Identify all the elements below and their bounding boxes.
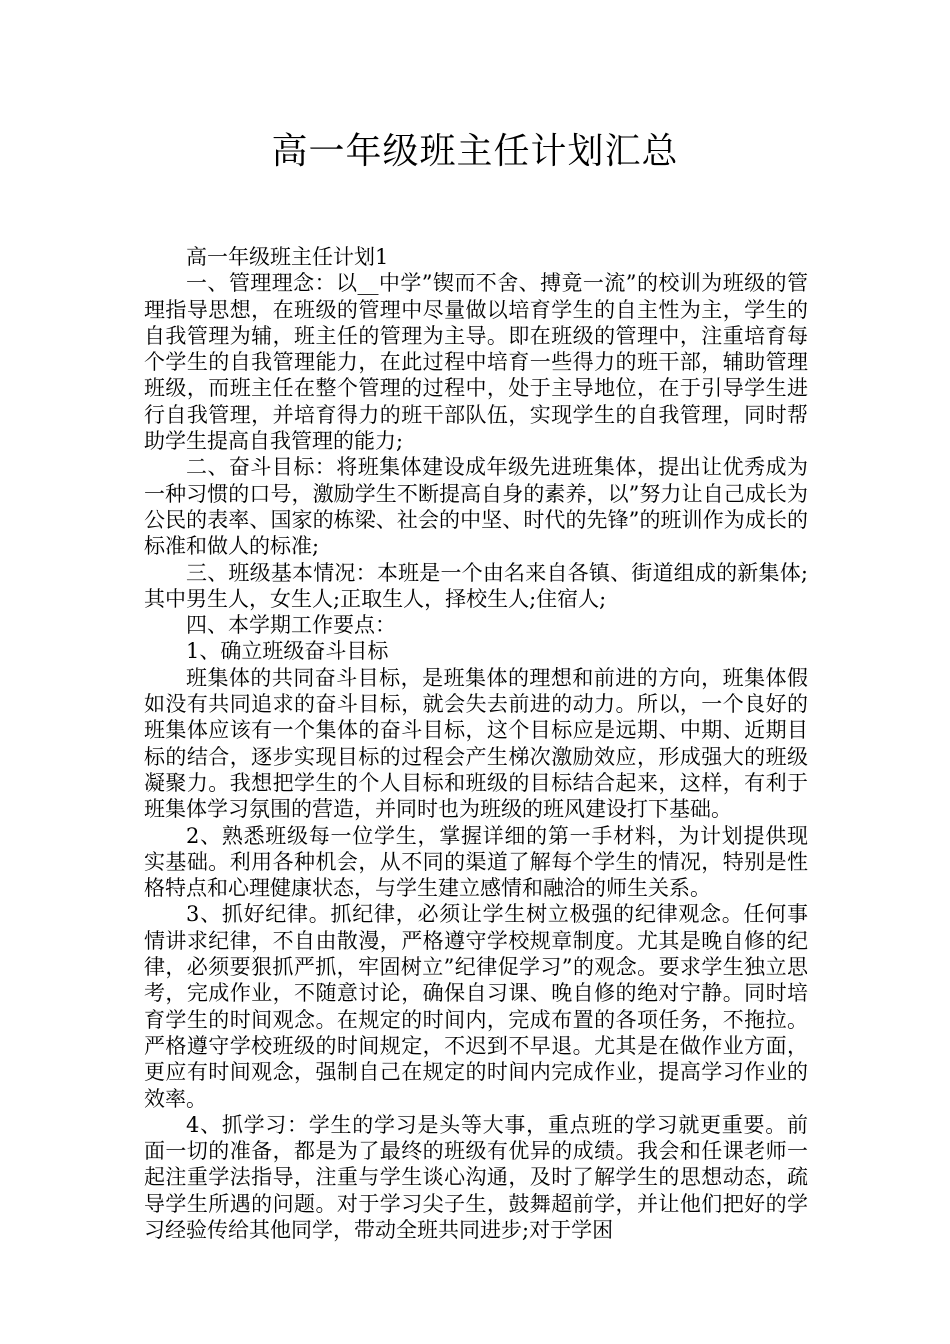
paragraph-point-4: 4、抓学习：学生的学习是头等大事，重点班的学习就更重要。前面一切的准备，都是为了最终的班级有优异的成绩。我会和任课老师一起注重学法指导，注重与学生谈心沟通，及时了解学生的思想动态，疏导学生所遇的问题。对于学习尖子生，鼓舞超前学，并让他们把好的学习经验传给其他同学，带动全班共同进步;对于学困 (144, 1112, 808, 1242)
paragraph-goal: 二、奋斗目标：将班集体建设成年级先进班集体，提出让优秀成为一种习惯的口号，激励学生不断提高自身的素养，以”努力让自己成长为公民的表率、国家的栋梁、社会的中坚、时代的先锋”的班训作为成长的标准和做人的标准; (144, 455, 808, 559)
paragraph-class-info: 三、班级基本情况：本班是一个由名来自各镇、街道组成的新集体;其中男生人，女生人;正取生人，择校生人;住宿人; (144, 560, 808, 611)
paragraph-management-concept: 一、管理理念：以__中学”锲而不舍、搏竟一流”的校训为班级的管理指导思想，在班级的管理中尽量做以培育学生的自主性为主，学生的自我管理为辅，班主任的管理为主导。即在班级的管理中，注重培育每个学生的自我管理能力，在此过程中培育一些得力的班干部，辅助管理班级，而班主任在整个管理的过程中，处于主导地位，在于引导学生进行自我管理，并培育得力的班干部队伍，实现学生的自我管理，同时帮助学生提高自我管理的能力; (144, 271, 808, 454)
heading-work-points: 四、本学期工作要点： (186, 613, 396, 638)
heading-point-1: 1、确立班级奋斗目标 (186, 639, 389, 664)
document-title: 高一年级班主任计划汇总 (271, 131, 679, 172)
document-body (144, 244, 808, 1243)
paragraph-point-1: 班集体的共同奋斗目标，是班集体的理想和前进的方向，班集体假如没有共同追求的奋斗目标，就会失去前进的动力。所以，一个良好的班集体应该有一个集体的奋斗目标，这个目标应是远期、中期、近期目标的结合，逐步实现目标的过程会产生梯次激励效应，形成强大的班级凝聚力。我想把学生的个人目标和班级的目标结合起来，这样，有利于班集体学习氛围的营造，并同时也为班级的班风建设打下基础。 (144, 665, 808, 822)
paragraph-point-2: 2、熟悉班级每一位学生，掌握详细的第一手材料，为计划提供现实基础。利用各种机会，从不同的渠道了解每个学生的情况，特别是性格特点和心理健康状态，与学生建立感情和融洽的师生关系。 (144, 823, 808, 901)
paragraph-point-3: 3、抓好纪律。抓纪律，必须让学生树立极强的纪律观念。任何事情讲求纪律，不自由散漫，严格遵守学校规章制度。尤其是晚自修的纪律，必须要狠抓严抓，牢固树立”纪律促学习”的观念。要求学生独立思考，完成作业，不随意讨论，确保自习课、晚自修的绝对宁静。同时培育学生的时间观念。在规定的时间内，完成布置的各项任务，不拖拉。严格遵守学校班级的时间规定，不迟到不早退。尤其是在做作业方面，更应有时间观念，强制自己在规定的时间内完成作业，提高学习作业的效率。 (144, 902, 808, 1111)
heading-plan-1: 高一年级班主任计划1 (186, 245, 389, 269)
